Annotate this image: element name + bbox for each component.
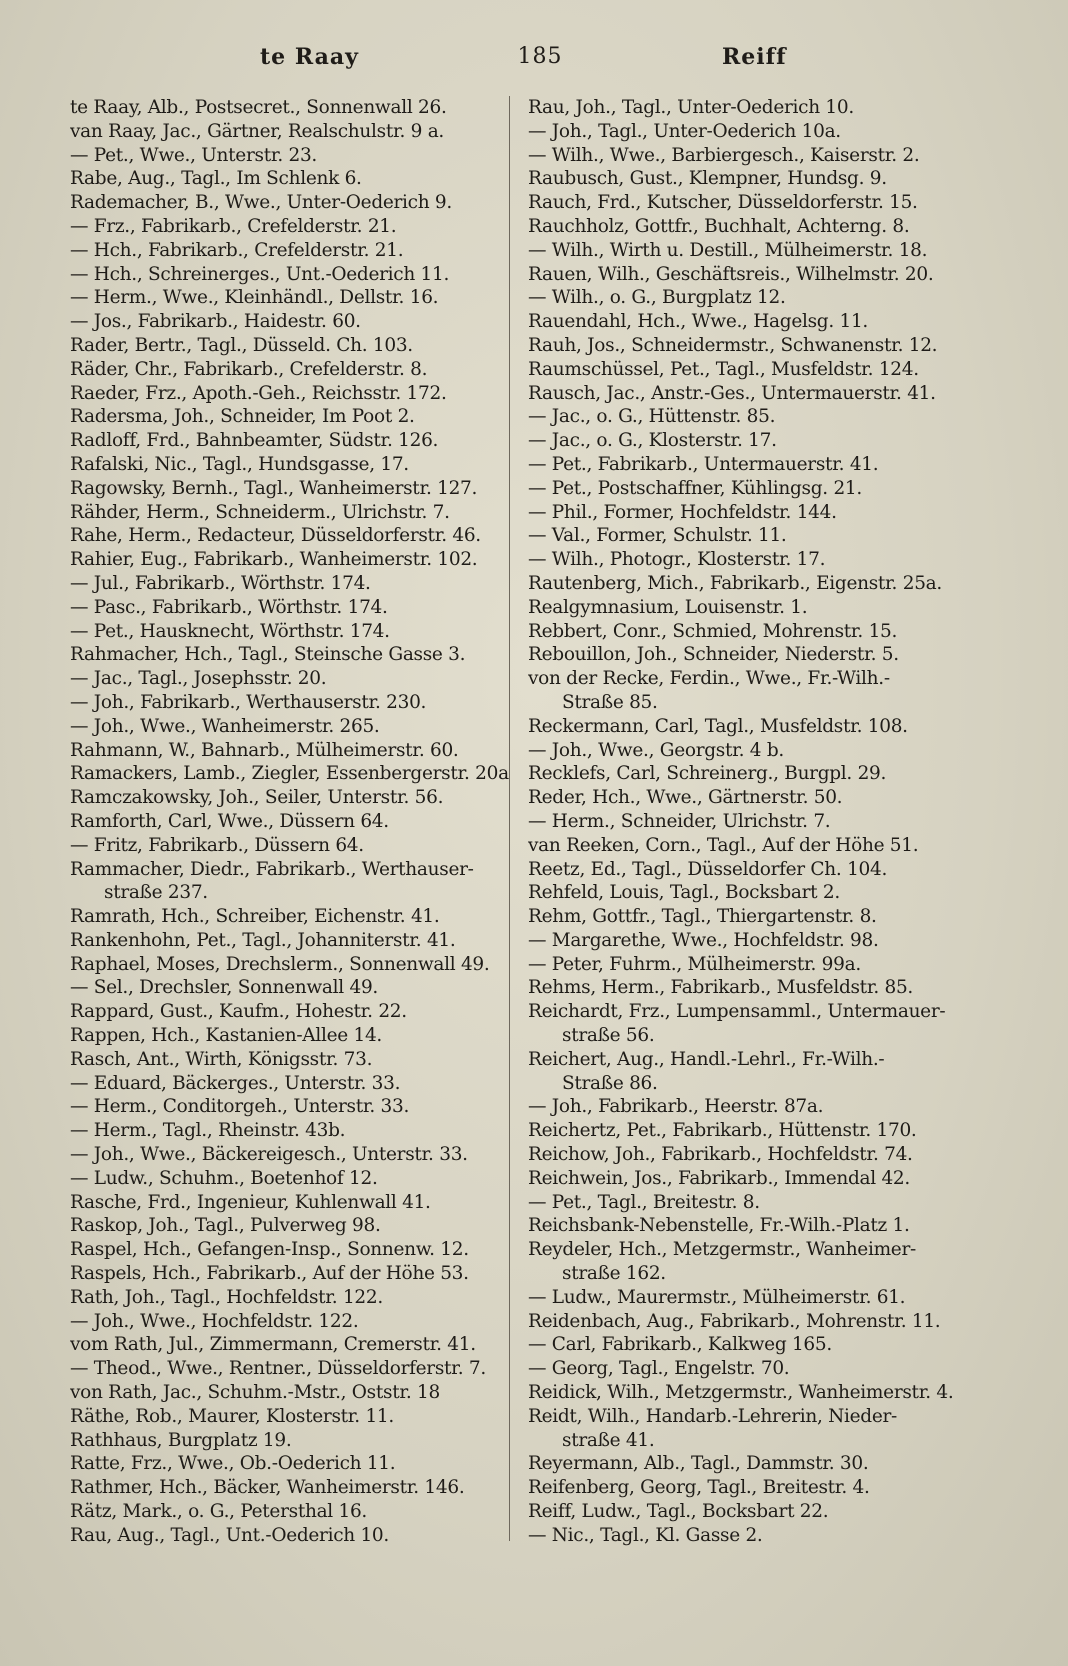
directory-entry: Rademacher, B., Wwe., Unter-Oederich 9. xyxy=(70,192,452,214)
directory-entry: — Jos., Fabrikarb., Haidestr. 60. xyxy=(70,311,361,333)
directory-entry: Reichert, Aug., Handl.-Lehrl., Fr.-Wilh.- xyxy=(528,1048,885,1070)
directory-entry: von der Recke, Ferdin., Wwe., Fr.-Wilh.- xyxy=(528,668,890,690)
directory-entry: Reichsbank-Nebenstelle, Fr.-Wilh.-Platz 1. xyxy=(528,1215,910,1237)
directory-entry: Rätz, Mark., o. G., Petersthal 16. xyxy=(70,1501,368,1523)
directory-entry: — Phil., Former, Hochfeldstr. 144. xyxy=(528,501,837,523)
directory-entry: Rauchholz, Gottfr., Buchhalt, Achterng. 8. xyxy=(528,215,910,237)
directory-entry: — Joh., Fabrikarb., Heerstr. 87a. xyxy=(528,1096,824,1118)
directory-entry: Reydeler, Hch., Metzgermstr., Wanheimer- xyxy=(528,1239,916,1261)
directory-entry: — Hch., Fabrikarb., Crefelderstr. 21. xyxy=(70,239,404,261)
directory-entry: Rau, Aug., Tagl., Unt.-Oederich 10. xyxy=(70,1524,389,1546)
directory-entry-continuation: straße 56. xyxy=(562,1025,655,1047)
right-column xyxy=(528,96,973,1548)
directory-entry: — Pet., Tagl., Breitestr. 8. xyxy=(528,1191,760,1213)
directory-entry: Rau, Joh., Tagl., Unter-Oederich 10. xyxy=(528,97,854,118)
directory-entry: Rehm, Gottfr., Tagl., Thiergartenstr. 8. xyxy=(528,906,877,928)
directory-entry: — Ludw., Maurermstr., Mülheimerstr. 61. xyxy=(528,1286,906,1308)
directory-entry: — Joh., Fabrikarb., Werthauserstr. 230. xyxy=(70,691,427,713)
directory-entry: Rautenberg, Mich., Fabrikarb., Eigenstr. 25a. xyxy=(528,572,942,594)
directory-entry: — Joh., Tagl., Unter-Oederich 10a. xyxy=(528,120,841,142)
directory-entry: Rasch, Ant., Wirth, Königsstr. 73. xyxy=(70,1048,373,1070)
directory-entry: Radloff, Frd., Bahnbeamter, Südstr. 126. xyxy=(70,430,439,452)
directory-entry: Rahe, Herm., Redacteur, Düsseldorferstr. 46. xyxy=(70,525,481,547)
directory-entry: Rähder, Herm., Schneiderm., Ulrichstr. 7. xyxy=(70,501,450,523)
directory-entry: Reiff, Ludw., Tagl., Bocksbart 22. xyxy=(528,1501,829,1523)
directory-entry: van Raay, Jac., Gärtner, Realschulstr. 9 a. xyxy=(70,120,445,142)
directory-entry: Raubusch, Gust., Klempner, Hundsg. 9. xyxy=(528,168,887,190)
page-header xyxy=(60,44,1020,76)
directory-entry: Ramrath, Hch., Schreiber, Eichenstr. 41. xyxy=(70,906,440,928)
header-left-keyword: te Raay xyxy=(260,44,359,70)
directory-entry: — Ludw., Schuhm., Boetenhof 12. xyxy=(70,1167,378,1189)
directory-entry: — Eduard, Bäckerges., Unterstr. 33. xyxy=(70,1072,401,1094)
directory-entry: Rebouillon, Joh., Schneider, Niederstr. 5. xyxy=(528,644,899,666)
directory-entry: Reidick, Wilh., Metzgermstr., Wanheimerstr. 4. xyxy=(528,1382,954,1404)
directory-entry: Raspel, Hch., Gefangen-Insp., Sonnenw. 12. xyxy=(70,1239,469,1261)
directory-entry: von Rath, Jac., Schuhm.-Mstr., Oststr. 18 xyxy=(70,1382,440,1404)
directory-entry: Reichardt, Frz., Lumpensamml., Untermauer- xyxy=(528,1001,946,1023)
directory-entry: Radersma, Joh., Schneider, Im Poot 2. xyxy=(70,406,415,428)
directory-entry: Rahier, Eug., Fabrikarb., Wanheimerstr. 102. xyxy=(70,549,478,571)
directory-entry: — Joh., Wwe., Bäckereigesch., Unterstr. 33. xyxy=(70,1144,468,1166)
directory-entry: — Wilh., Photogr., Klosterstr. 17. xyxy=(528,549,826,571)
directory-entry: Reichertz, Pet., Fabrikarb., Hüttenstr. 170. xyxy=(528,1120,917,1142)
directory-entry: — Pet., Wwe., Unterstr. 23. xyxy=(70,144,318,166)
directory-entry: Ramforth, Carl, Wwe., Düssern 64. xyxy=(70,810,389,832)
directory-entry: Rehms, Herm., Fabrikarb., Musfeldstr. 85. xyxy=(528,977,914,999)
directory-entry: — Wilh., o. G., Burgplatz 12. xyxy=(528,287,786,309)
directory-entry: Rathhaus, Burgplatz 19. xyxy=(70,1429,292,1451)
directory-entry: Reckermann, Carl, Tagl., Musfeldstr. 108. xyxy=(528,715,908,737)
directory-entry: Reder, Hch., Wwe., Gärtnerstr. 50. xyxy=(528,787,843,809)
directory-entry: — Pet., Hausknecht, Wörthstr. 174. xyxy=(70,620,390,642)
directory-entry-continuation: straße 41. xyxy=(562,1429,655,1451)
directory-entry: Rauen, Wilh., Geschäftsreis., Wilhelmstr. 20. xyxy=(528,263,934,285)
directory-entry: — Wilh., Wirth u. Destill., Mülheimerstr. 18. xyxy=(528,239,928,261)
directory-entry: Ramczakowsky, Joh., Seiler, Unterstr. 56. xyxy=(70,787,444,809)
directory-entry: Rankenhohn, Pet., Tagl., Johanniterstr. 41. xyxy=(70,929,456,951)
directory-entry: — Jac., o. G., Hüttenstr. 85. xyxy=(528,406,776,428)
directory-entry: Rasche, Frd., Ingenieur, Kuhlenwall 41. xyxy=(70,1191,431,1213)
directory-entry: — Herm., Tagl., Rheinstr. 43b. xyxy=(70,1120,346,1142)
directory-entry: — Herm., Schneider, Ulrichstr. 7. xyxy=(528,810,831,832)
directory-entry: Rath, Joh., Tagl., Hochfeldstr. 122. xyxy=(70,1286,383,1308)
directory-entry: — Joh., Wwe., Hochfeldstr. 122. xyxy=(70,1310,359,1332)
directory-entry: — Pasc., Fabrikarb., Wörthstr. 174. xyxy=(70,596,388,618)
directory-entry: — Wilh., Wwe., Barbiergesch., Kaiserstr. 2. xyxy=(528,144,920,166)
directory-entry: Rappard, Gust., Kaufm., Hohestr. 22. xyxy=(70,1001,407,1023)
directory-entry: — Herm., Conditorgeh., Unterstr. 33. xyxy=(70,1096,410,1118)
directory-entry: Reidt, Wilh., Handarb.-Lehrerin, Nieder- xyxy=(528,1405,897,1427)
directory-entry: Raskop, Joh., Tagl., Pulverweg 98. xyxy=(70,1215,381,1237)
directory-entry: — Fritz, Fabrikarb., Düssern 64. xyxy=(70,834,364,856)
directory-entry: Rader, Bertr., Tagl., Düsseld. Ch. 103. xyxy=(70,334,413,356)
directory-entry: — Georg, Tagl., Engelstr. 70. xyxy=(528,1358,790,1380)
directory-entry: — Frz., Fabrikarb., Crefelderstr. 21. xyxy=(70,215,397,237)
directory-entry: Räthe, Rob., Maurer, Klosterstr. 11. xyxy=(70,1405,394,1427)
directory-entry: Rauendahl, Hch., Wwe., Hagelsg. 11. xyxy=(528,311,869,333)
directory-entry: Raspels, Hch., Fabrikarb., Auf der Höhe 53. xyxy=(70,1263,469,1285)
directory-entry: vom Rath, Jul., Zimmermann, Cremerstr. 41. xyxy=(70,1334,476,1356)
directory-entry: Rahmacher, Hch., Tagl., Steinsche Gasse 3. xyxy=(70,644,466,666)
directory-entry: — Pet., Fabrikarb., Untermauerstr. 41. xyxy=(528,453,879,475)
directory-entry: Reidenbach, Aug., Fabrikarb., Mohrenstr. 11. xyxy=(528,1310,941,1332)
column-divider xyxy=(509,96,510,1541)
directory-entry: Rauh, Jos., Schneidermstr., Schwanenstr. 12. xyxy=(528,334,938,356)
directory-entry: — Peter, Fuhrm., Mülheimerstr. 99a. xyxy=(528,953,861,975)
directory-entry: Realgymnasium, Louisenstr. 1. xyxy=(528,596,808,618)
directory-entry: te Raay, Alb., Postsecret., Sonnenwall 26. xyxy=(70,97,447,118)
directory-entry: — Val., Former, Schulstr. 11. xyxy=(528,525,787,547)
directory-entry: Rathmer, Hch., Bäcker, Wanheimerstr. 146. xyxy=(70,1477,465,1499)
directory-entry: — Jul., Fabrikarb., Wörthstr. 174. xyxy=(70,572,371,594)
directory-entry: — Margarethe, Wwe., Hochfeldstr. 98. xyxy=(528,929,879,951)
directory-entry: Reifenberg, Georg, Tagl., Breitestr. 4. xyxy=(528,1477,870,1499)
directory-entry: Rappen, Hch., Kastanien-Allee 14. xyxy=(70,1025,382,1047)
directory-entry: — Theod., Wwe., Rentner., Düsseldorferstr. 7. xyxy=(70,1358,486,1380)
directory-entry: Rahmann, W., Bahnarb., Mülheimerstr. 60. xyxy=(70,739,459,761)
left-column xyxy=(70,96,515,1548)
directory-entry: Ragowsky, Bernh., Tagl., Wanheimerstr. 127. xyxy=(70,477,478,499)
directory-entry-continuation: Straße 86. xyxy=(562,1072,658,1094)
directory-entry: Ramackers, Lamb., Ziegler, Essenbergerstr. 20a xyxy=(70,763,509,785)
directory-entry: — Jac., Tagl., Josephsstr. 20. xyxy=(70,668,327,690)
directory-entry: Reyermann, Alb., Tagl., Dammstr. 30. xyxy=(528,1453,869,1475)
directory-entry: Ratte, Frz., Wwe., Ob.-Oederich 11. xyxy=(70,1453,396,1475)
directory-entry: — Nic., Tagl., Kl. Gasse 2. xyxy=(528,1524,763,1546)
directory-entry: Raphael, Moses, Drechslerm., Sonnenwall 49. xyxy=(70,953,490,975)
directory-entry: — Herm., Wwe., Kleinhändl., Dellstr. 16. xyxy=(70,287,439,309)
directory-entry: — Joh., Wwe., Wanheimerstr. 265. xyxy=(70,715,380,737)
header-right-keyword: Reiff xyxy=(722,44,787,70)
directory-entry: Reetz, Ed., Tagl., Düsseldorfer Ch. 104. xyxy=(528,858,888,880)
directory-entry: Raumschüssel, Pet., Tagl., Musfeldstr. 124. xyxy=(528,358,919,380)
directory-entry: Rammacher, Diedr., Fabrikarb., Werthauser- xyxy=(70,858,474,880)
directory-entry: Reichow, Joh., Fabrikarb., Hochfeldstr. 74. xyxy=(528,1144,913,1166)
directory-entry-continuation: Straße 85. xyxy=(562,691,658,713)
page-number: 185 xyxy=(517,44,563,69)
directory-entry: — Jac., o. G., Klosterstr. 17. xyxy=(528,430,777,452)
directory-entry: — Hch., Schreinerges., Unt.-Oederich 11. xyxy=(70,263,450,285)
directory-entry: Rebbert, Conr., Schmied, Mohrenstr. 15. xyxy=(528,620,898,642)
directory-entry: Räder, Chr., Fabrikarb., Crefelderstr. 8. xyxy=(70,358,428,380)
directory-entry: Raeder, Frz., Apoth.-Geh., Reichsstr. 172. xyxy=(70,382,447,404)
directory-entry: — Carl, Fabrikarb., Kalkweg 165. xyxy=(528,1334,832,1356)
directory-entry: Rausch, Jac., Anstr.-Ges., Untermauerstr. 41. xyxy=(528,382,936,404)
directory-entry: — Joh., Wwe., Georgstr. 4 b. xyxy=(528,739,784,761)
directory-entry: Reichwein, Jos., Fabrikarb., Immendal 42. xyxy=(528,1167,910,1189)
directory-entry: van Reeken, Corn., Tagl., Auf der Höhe 51. xyxy=(528,834,919,856)
directory-entry: Rauch, Frd., Kutscher, Düsseldorferstr. 15. xyxy=(528,192,918,214)
directory-entry: Rafalski, Nic., Tagl., Hundsgasse, 17. xyxy=(70,453,409,475)
directory-entry: Recklefs, Carl, Schreinerg., Burgpl. 29. xyxy=(528,763,887,785)
directory-entry: — Pet., Postschaffner, Kühlingsg. 21. xyxy=(528,477,862,499)
directory-entry-continuation: straße 237. xyxy=(104,882,208,904)
directory-entry-continuation: straße 162. xyxy=(562,1263,666,1285)
directory-entry: Rabe, Aug., Tagl., Im Schlenk 6. xyxy=(70,168,362,190)
directory-entry: — Sel., Drechsler, Sonnenwall 49. xyxy=(70,977,378,999)
directory-entry: Rehfeld, Louis, Tagl., Bocksbart 2. xyxy=(528,882,840,904)
